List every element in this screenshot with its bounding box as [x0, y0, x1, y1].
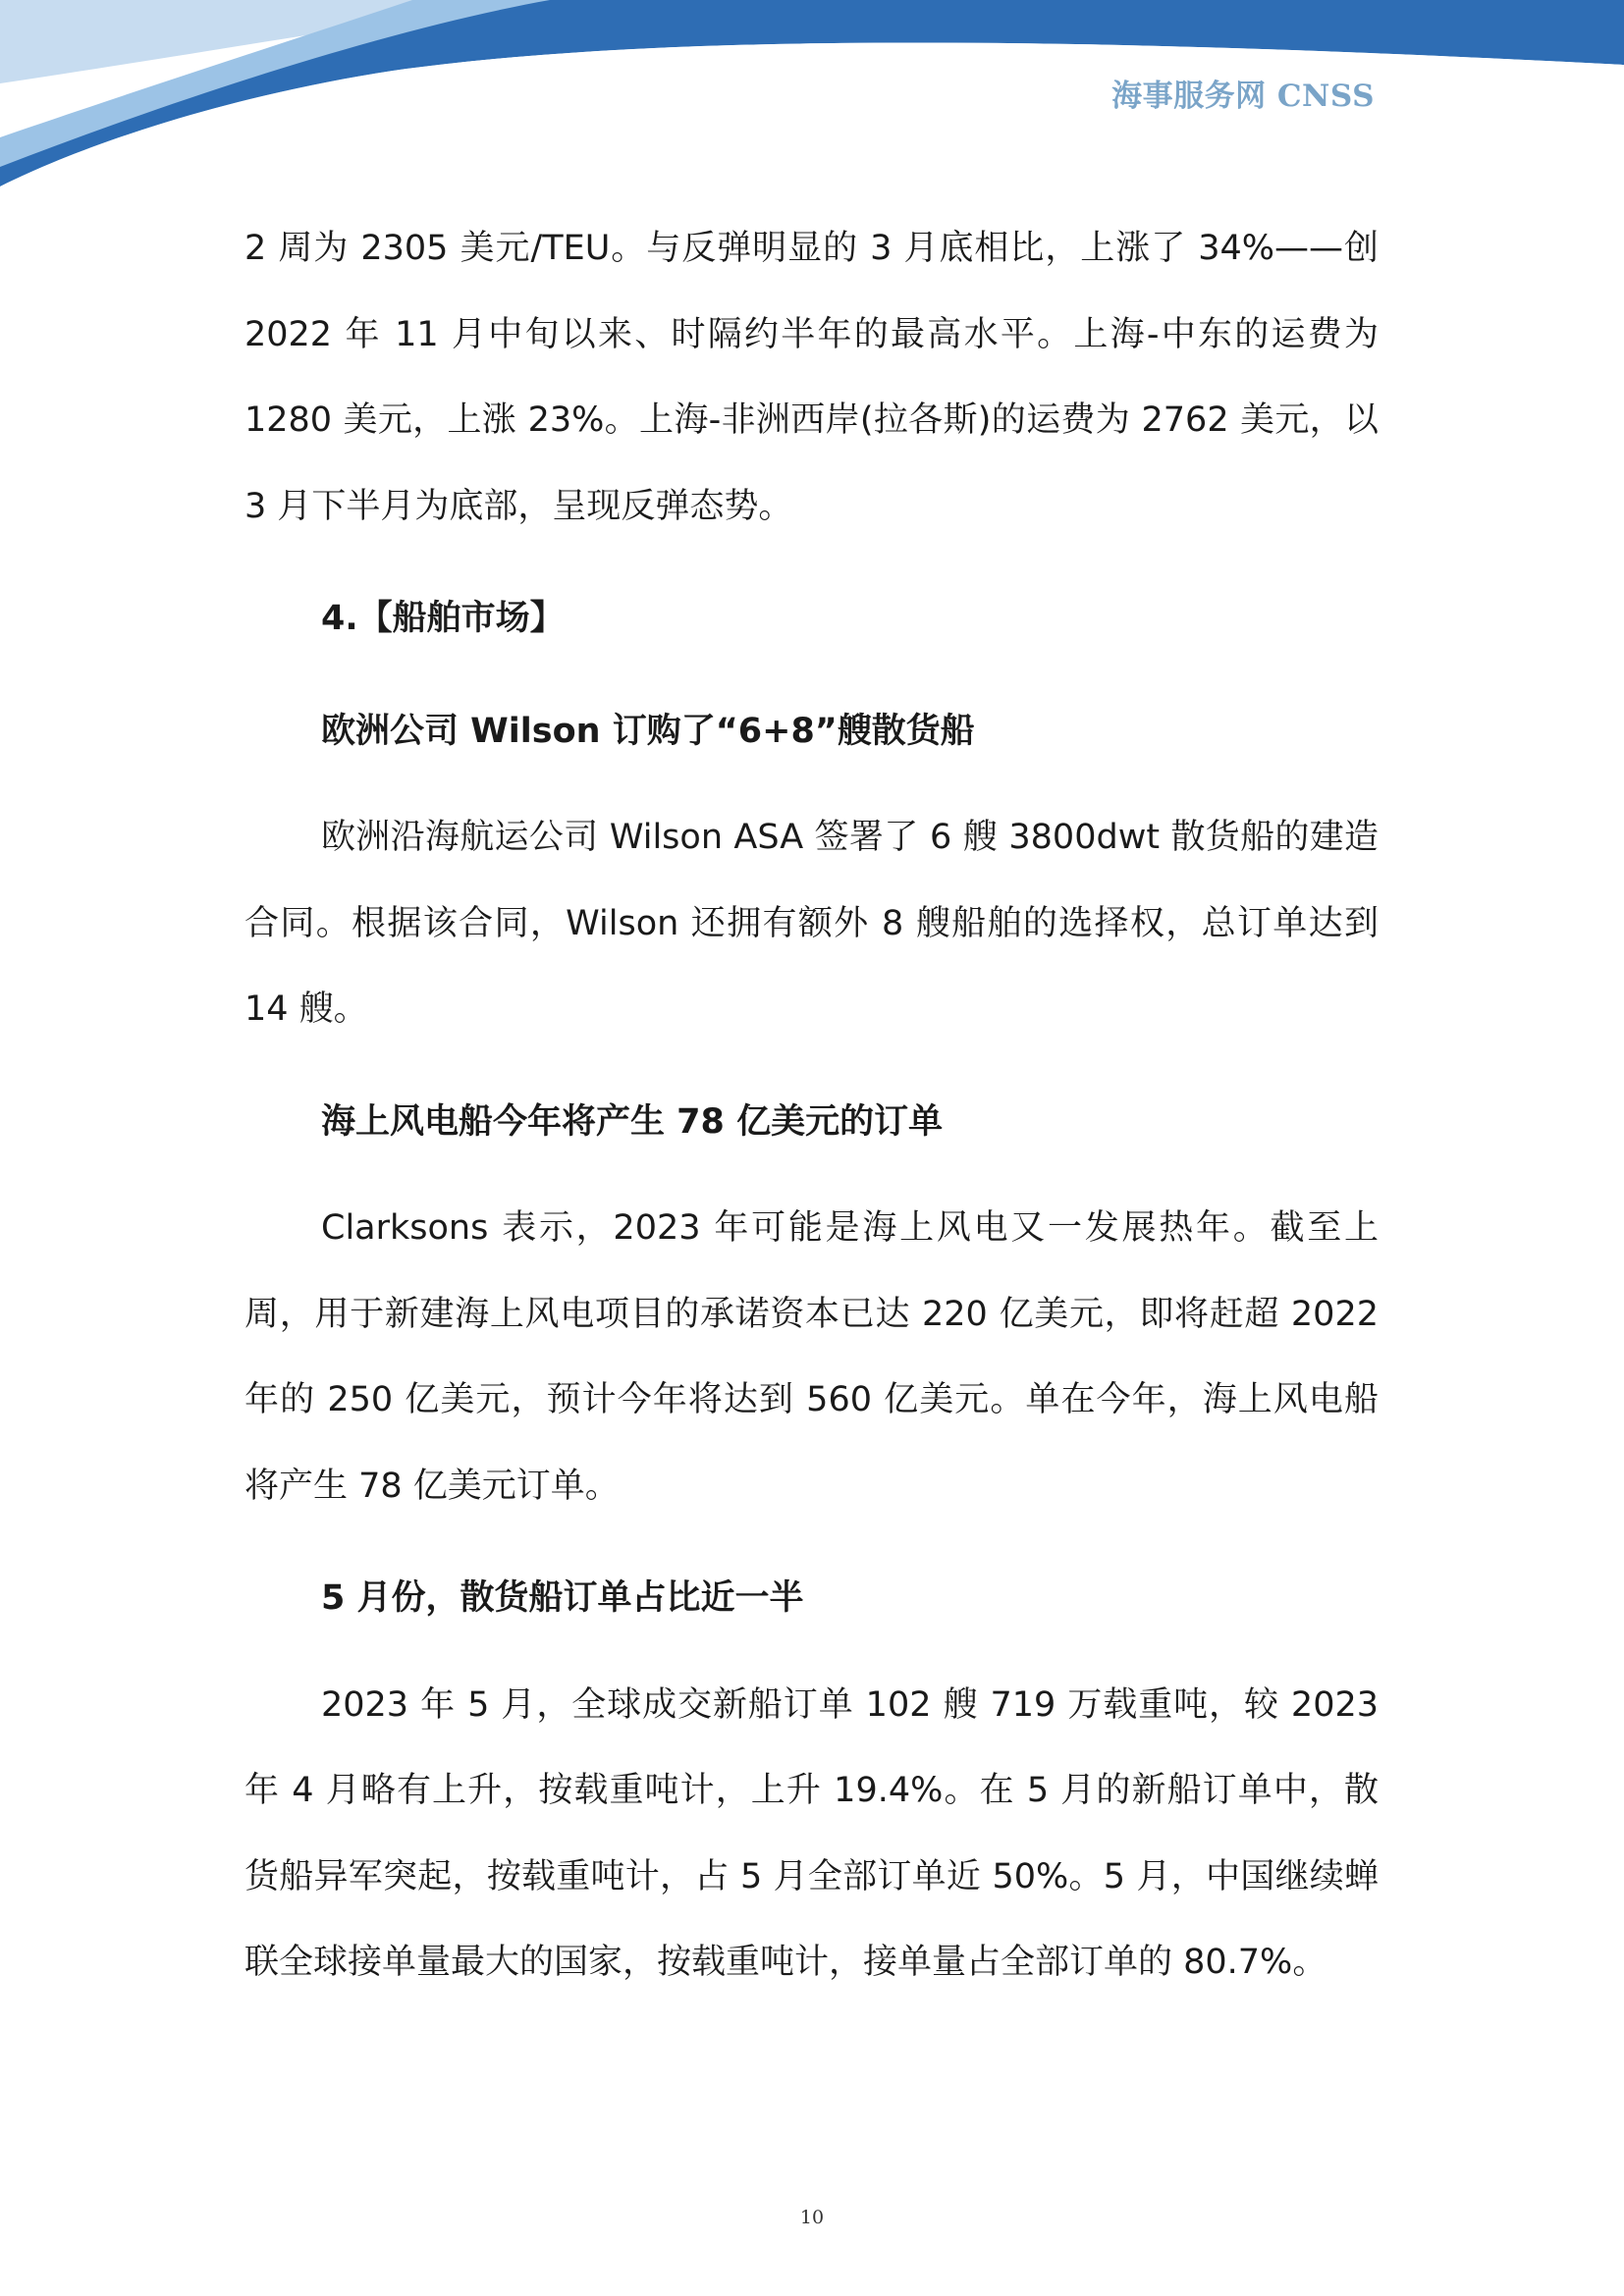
- paragraph-freight-rates: 2 周为 2305 美元/TEU。与反弹明显的 3 月底相比，上涨了 34%——创 2022 年 11 月中旬以来、时隔约半年的最高水平。上海-中东的运费为 1280 美元，上涨 23%。上海-非洲西岸(拉各斯)的运费为 2762 美元，以 3 月下半月为底部，呈现反弹态势。: [244, 229, 1379, 526]
- section-title-ship-market: 4.【船舶市场】: [321, 599, 565, 638]
- paragraph-bulk-orders: 2023 年 5 月，全球成交新船订单 102 艘 719 万载重吨，较 2023 年 4 月略有上升，按载重吨计，上升 19.4%。在 5 月的新船订单中，散货船异军突起，按载重吨计，占 5 月全部订单近 50%。5 月，中国继续蝉联全球接单量最大的国家，按载重吨计，接单量占全部订单的 80.7%。: [244, 1684, 1379, 1982]
- document-body: [244, 206, 1379, 2006]
- heading-offshore-wind: 海上风电船今年将产生 78 亿美元的订单: [321, 1101, 944, 1142]
- heading-wilson: 欧洲公司 Wilson 订购了“6+8”艘散货船: [321, 711, 975, 751]
- paragraph-wilson: 欧洲沿海航运公司 Wilson ASA 签署了 6 艘 3800dwt 散货船的建造合同。根据该合同，Wilson 还拥有额外 8 艘船舶的选择权，总订单达到 14 艘。: [244, 818, 1379, 1029]
- paragraph-offshore-wind: Clarksons 表示，2023 年可能是海上风电又一发展热年。截至上周，用于新建海上风电项目的承诺资本已达 220 亿美元，即将赶超 2022 年的 250 亿美元，预计今年将达到 560 亿美元。单在今年，海上风电船将产生 78 亿美元订单。: [244, 1208, 1379, 1506]
- header-brand: 海事服务网 CNSS: [1111, 79, 1375, 114]
- page-number: 10: [799, 2207, 825, 2228]
- heading-bulk-orders: 5 月份，散货船订单占比近一半: [321, 1578, 804, 1618]
